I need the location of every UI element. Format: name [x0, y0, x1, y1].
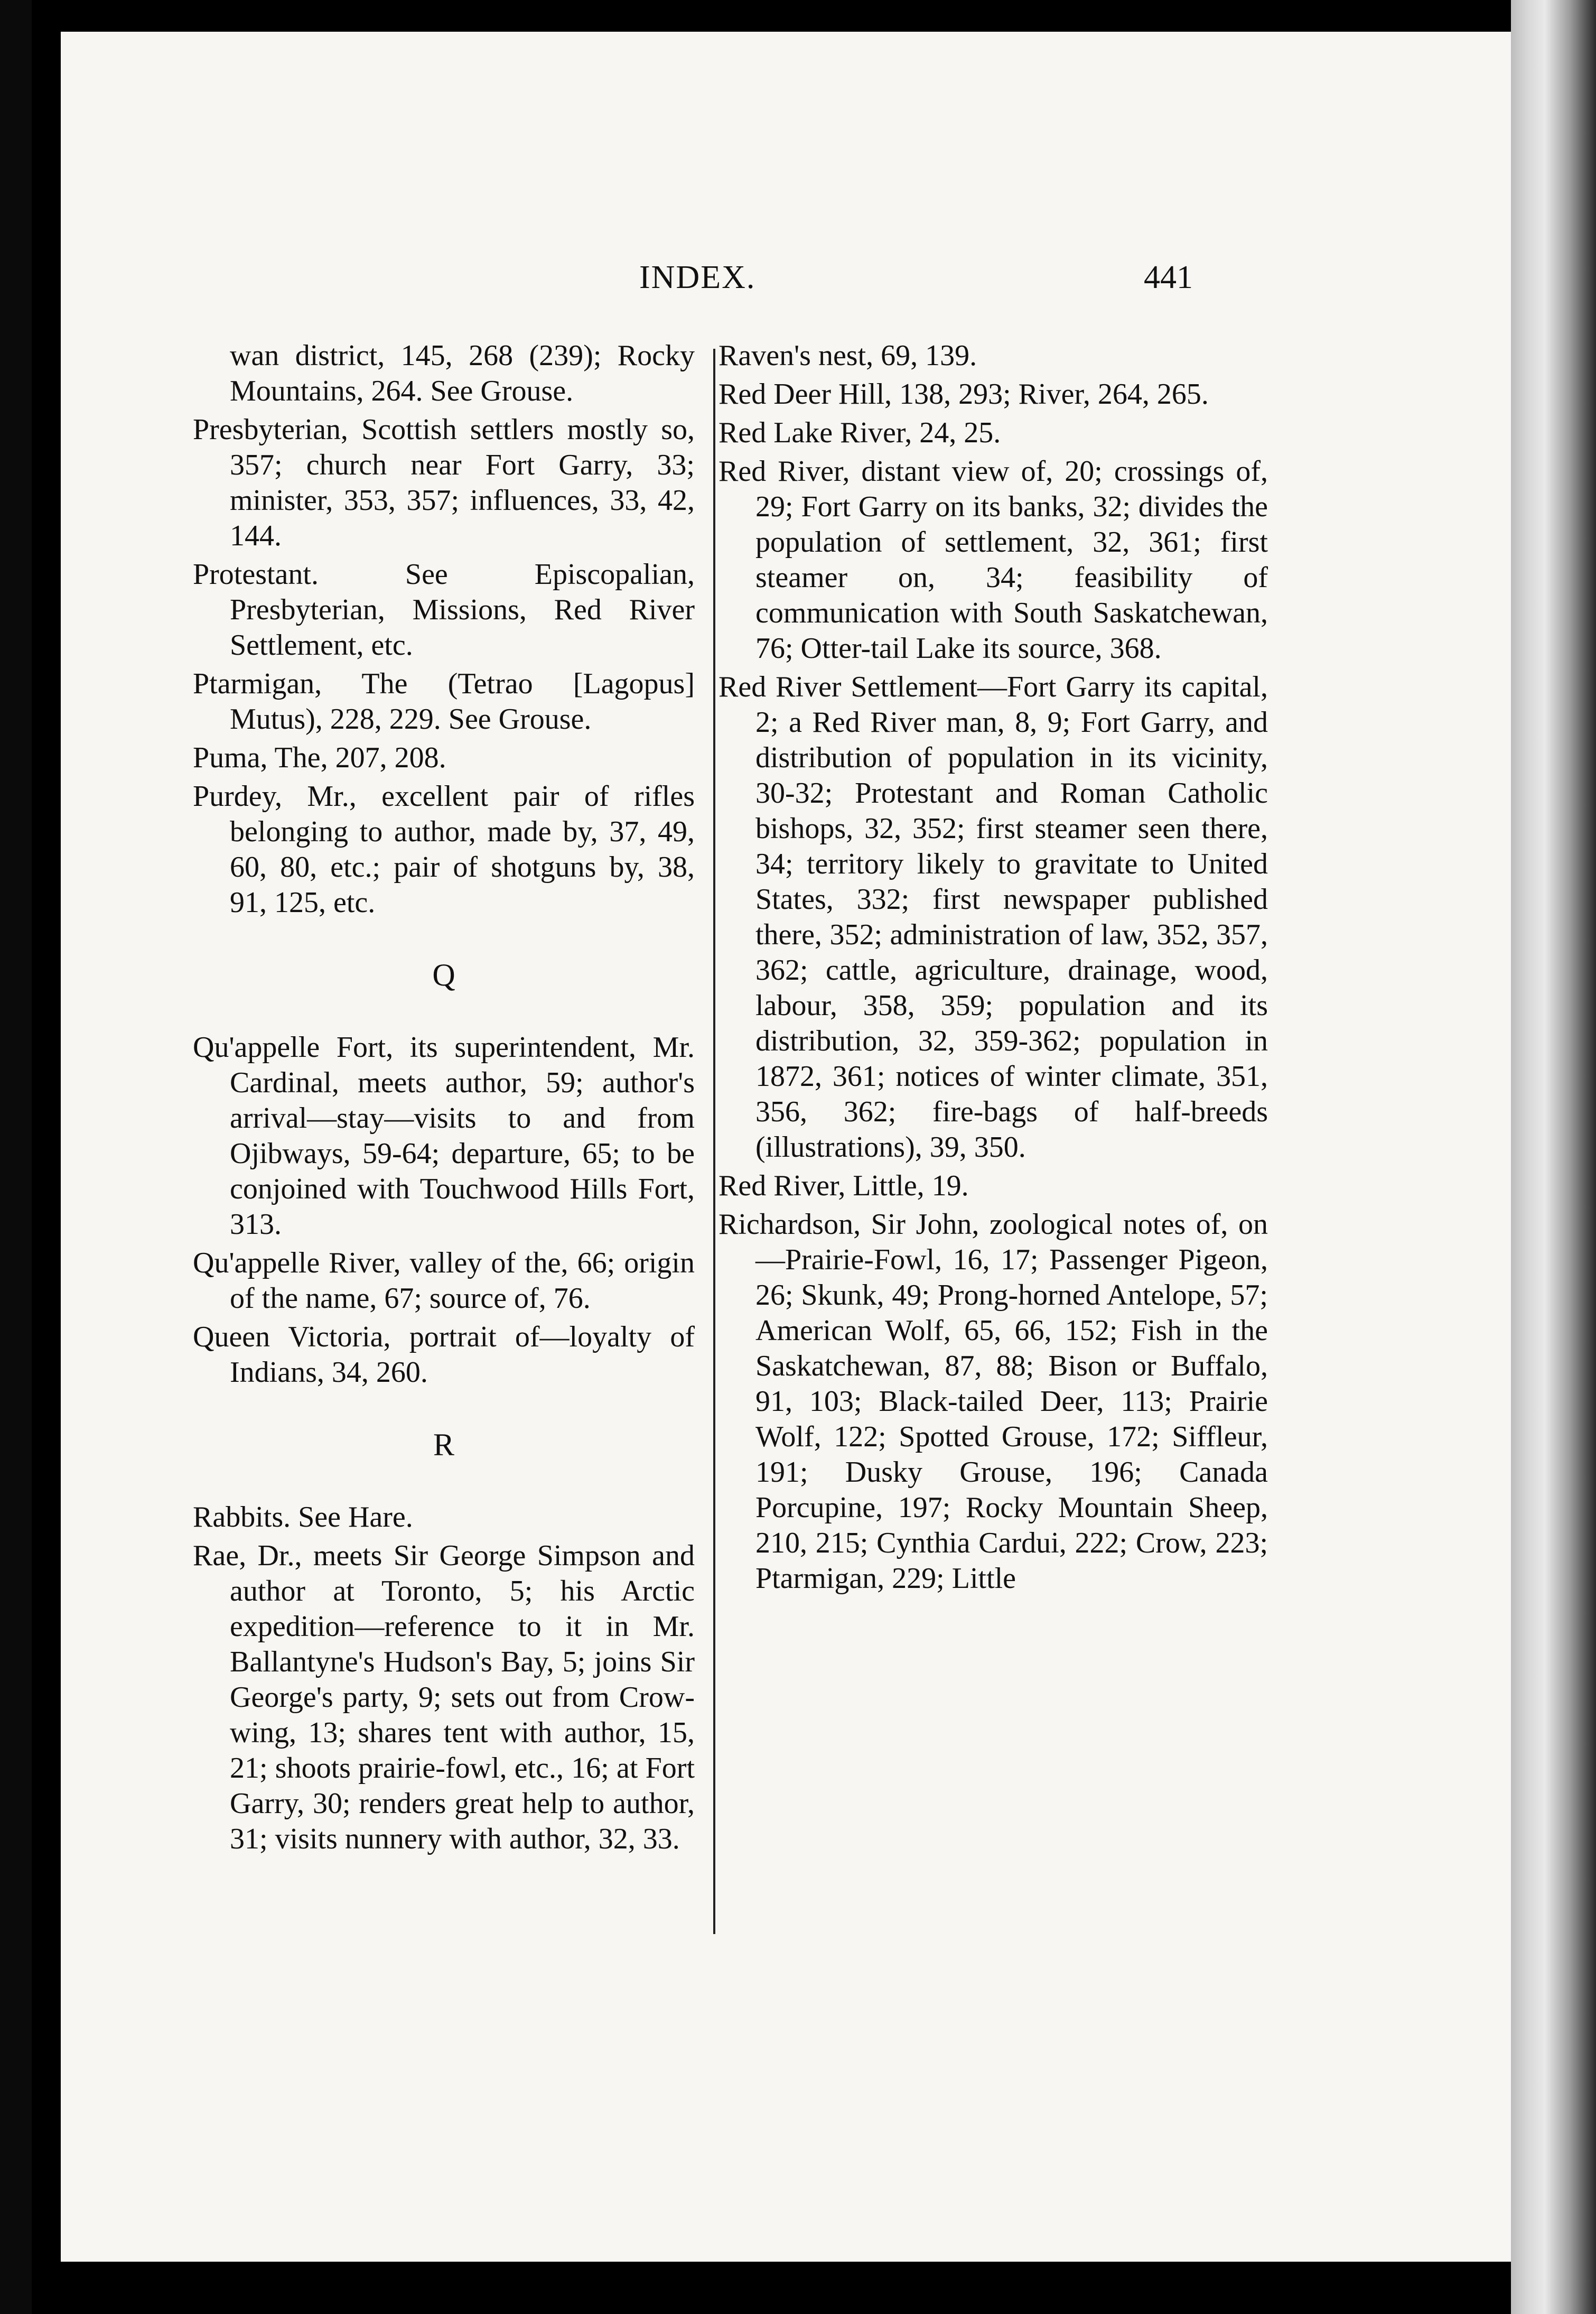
- index-entry: wan district, 145, 268 (239); Rocky Mountains, 264. See Grouse.: [230, 339, 695, 407]
- index-entry: Red River, Little, 19.: [718, 1169, 969, 1202]
- index-entry: Queen Victoria, portrait of—loyalty of Indians, 34, 260.: [193, 1321, 695, 1389]
- page-number: 441: [1144, 259, 1193, 295]
- index-entry: Red Lake River, 24, 25.: [718, 416, 1001, 449]
- index-entry: Richardson, Sir John, zoological notes of, on—Prairie-Fowl, 16, 17; Passenger Pigeon, 26; Skunk, 49; Prong-horned Antelope, 57; American Wolf, 65, 66, 152; Fish in the Saskatchewan, 87, 88; Bison or Buffalo, 91, 103; Black-tailed Deer, 113; Prairie Wolf, 122; Spotted Grouse, 172; Siffleur, 191; Dusky Grouse, 196; Canada Porcupine, 197; Rocky Mountain Sheep, 210, 215; Cynthia Cardui, 222; Crow, 223; Ptarmigan, 229; Little: [718, 1208, 1268, 1595]
- scan-page-edge: [1511, 0, 1596, 2314]
- index-entry: Protestant. See Episcopalian, Presbyterian, Missions, Red River Settlement, etc.: [193, 558, 695, 662]
- section-letter-r: R: [433, 1427, 455, 1462]
- index-column-left: [193, 338, 695, 1860]
- index-entry: Ptarmigan, The (Tetrao [Lagopus] Mutus), 228, 229. See Grouse.: [193, 667, 695, 736]
- column-divider: [713, 349, 715, 1934]
- index-entry: Puma, The, 207, 208.: [193, 741, 446, 774]
- running-head: [0, 259, 1596, 317]
- index-column-right: [718, 338, 1268, 1600]
- index-entry: Red River, distant view of, 20; crossings of, 29; Fort Garry on its banks, 32; divides the population of settlement, 32, 361; first steamer on, 34; feasibility of communication with South Saskatchewan, 76; Otter-tail Lake its source, 368.: [718, 455, 1268, 665]
- index-entry: Qu'appelle River, valley of the, 66; origin of the name, 67; source of, 76.: [193, 1247, 695, 1315]
- index-entry: Qu'appelle Fort, its superintendent, Mr. Cardinal, meets author, 59; author's arrival—stay—visits to and from Ojibways, 59-64; departure, 65; to be conjoined with Touchwood Hills Fort, 313.: [193, 1031, 695, 1241]
- index-entry: Red River Settlement—Fort Garry its capital, 2; a Red River man, 8, 9; Fort Garry, and distribution of population in its vicinity, 30-32; Protestant and Roman Catholic bishops, 32, 352; first steamer seen there, 34; territory likely to gravitate to United States, 332; first newspaper published there, 352; administration of law, 352, 357, 362; cattle, agriculture, drainage, wood, labour, 358, 359; population and its distribution, 32, 359-362; population in 1872, 361; notices of winter climate, 351, 356, 362; fire-bags of half-breeds (illustrations), 39, 350.: [718, 671, 1268, 1164]
- index-entry: Red Deer Hill, 138, 293; River, 264, 265.: [718, 378, 1209, 411]
- running-head-title: INDEX.: [639, 259, 756, 295]
- index-entry: Raven's nest, 69, 139.: [718, 339, 977, 372]
- scan-left-margin: [0, 0, 32, 2314]
- index-entry: Purdey, Mr., excellent pair of rifles belonging to author, made by, 37, 49, 60, 80, etc.; pair of shotguns by, 38, 91, 125, etc.: [193, 780, 695, 919]
- index-entry: Presbyterian, Scottish settlers mostly so, 357; church near Fort Garry, 33; minister, 353, 357; influences, 33, 42, 144.: [193, 413, 695, 552]
- section-letter-q: Q: [432, 958, 455, 992]
- index-entry: Rabbits. See Hare.: [193, 1501, 413, 1534]
- index-entry: Rae, Dr., meets Sir George Simpson and author at Toronto, 5; his Arctic expedition—reference to it in Mr. Ballantyne's Hudson's Bay, 5; joins Sir George's party, 9; sets out from Crow-wing, 13; shares tent with author, 15, 21; shoots prairie-fowl, etc., 16; at Fort Garry, 30; renders great help to author, 31; visits nunnery with author, 32, 33.: [193, 1539, 695, 1855]
